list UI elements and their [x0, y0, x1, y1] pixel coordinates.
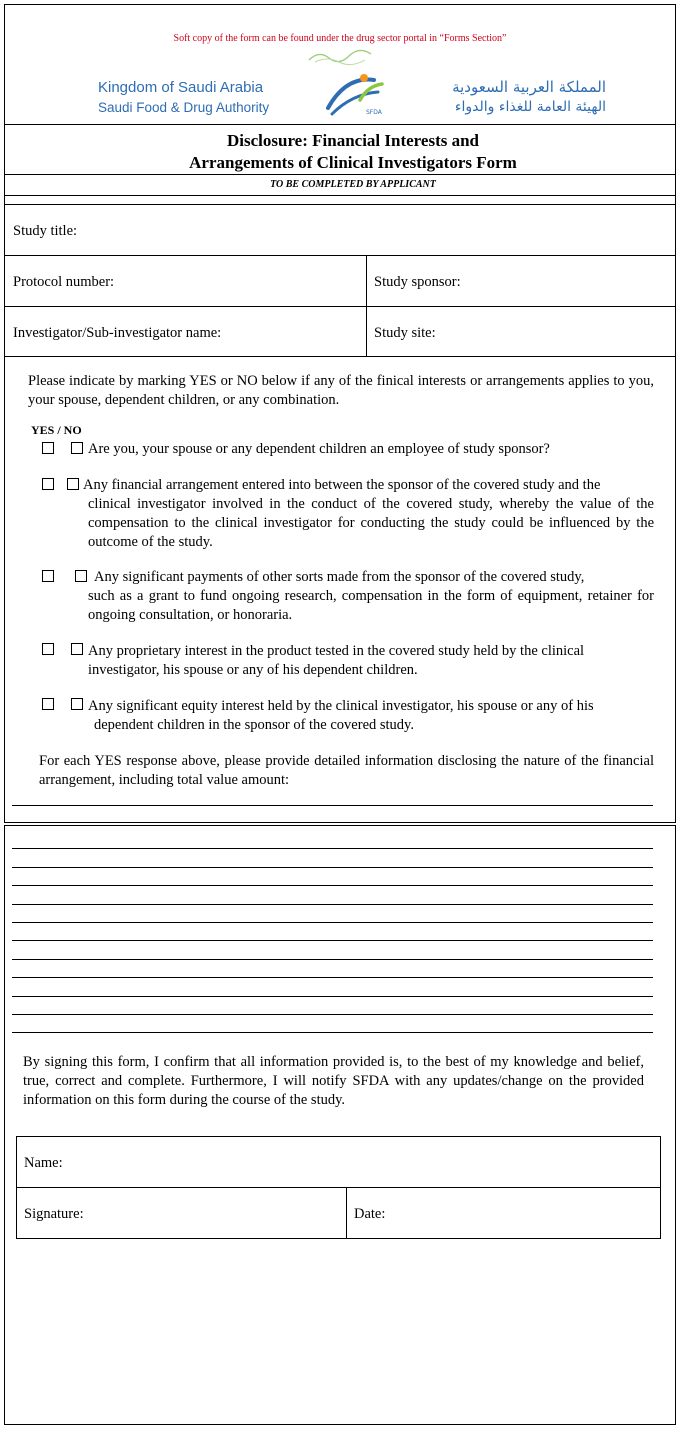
logo-english-line2: Saudi Food & Drug Authority — [98, 100, 270, 115]
details-answer-line[interactable] — [12, 922, 653, 923]
instructions-text: Please indicate by marking YES or NO below if any of the finical interests or arrangements applies to you, your spouse, dependent children, or any combination. — [28, 373, 654, 408]
q2-text-first-line: Any financial arrangement entered into between the sponsor of the covered study and the — [83, 477, 601, 493]
soft-copy-notice: Soft copy of the form can be found under the drug sector portal in “Forms Section” — [173, 33, 507, 44]
table-rule — [16, 1187, 661, 1188]
q3-text-rest: such as a grant to fund ongoing research, compensation in the form of equipment, retainer for ongoing consultation, or honoraria. — [88, 588, 654, 623]
table-rule — [346, 1187, 347, 1239]
table-rule — [4, 255, 676, 256]
study-sponsor-field[interactable]: Study sponsor: — [374, 274, 461, 290]
study-title-field[interactable]: Study title: — [13, 223, 78, 239]
q2-yes-checkbox[interactable] — [42, 478, 54, 490]
details-answer-line[interactable] — [12, 1032, 653, 1033]
q5-text-first-line: Any significant equity interest held by the clinical investigator, his spouse or any of his — [88, 698, 594, 714]
details-answer-line[interactable] — [12, 977, 653, 978]
yes-no-header: YES / NO — [31, 423, 82, 437]
details-answer-line[interactable] — [12, 1014, 653, 1015]
q3-yes-checkbox[interactable] — [42, 570, 54, 582]
q1-text: Are you, your spouse or any dependent children an employee of study sponsor? — [88, 441, 550, 457]
details-answer-line[interactable] — [12, 940, 653, 941]
q3-no-checkbox[interactable] — [75, 570, 87, 582]
logo-arabic-line1: المملكة العربية السعودية — [452, 78, 606, 96]
table-rule — [4, 306, 676, 307]
name-field[interactable]: Name: — [24, 1155, 63, 1171]
details-answer-line[interactable] — [12, 867, 653, 868]
q5-no-checkbox[interactable] — [71, 698, 83, 710]
sfda-emblem-icon — [322, 70, 388, 122]
form-title-line2: Arrangements of Clinical Investigators Form — [189, 153, 517, 172]
logo-arabic-line2: الهيئة العامة للغذاء والدواء — [454, 99, 606, 115]
details-prompt: For each YES response above, please provide detailed information disclosing the nature of the financial arrangement, including total value amount: — [39, 753, 654, 788]
details-answer-line[interactable] — [12, 959, 653, 960]
emblem-text: SFDA — [366, 109, 382, 116]
q4-yes-checkbox[interactable] — [42, 643, 54, 655]
calligraphy-icon — [305, 46, 375, 66]
divider — [4, 174, 676, 175]
study-site-field[interactable]: Study site: — [374, 325, 436, 341]
q3-text-first-line: Any significant payments of other sorts made from the sponsor of the covered study, — [94, 569, 585, 585]
q1-yes-checkbox[interactable] — [42, 442, 54, 454]
q5-text-rest: dependent children in the sponsor of the covered study. — [94, 717, 414, 733]
confirmation-statement: By signing this form, I confirm that all information provided is, to the best of my knowledge and belief, true, correct and complete. Furthermore, I will notify SFDA with any updates/change on the provided information on this form during the course of the study. — [23, 1054, 644, 1108]
date-field[interactable]: Date: — [354, 1206, 386, 1222]
details-answer-line[interactable] — [12, 805, 653, 806]
details-answer-line[interactable] — [12, 885, 653, 886]
protocol-number-field[interactable]: Protocol number: — [13, 274, 115, 290]
signature-field[interactable]: Signature: — [24, 1206, 84, 1222]
q5-yes-checkbox[interactable] — [42, 698, 54, 710]
q2-text-rest: clinical investigator involved in the conduct of the covered study, whereby the value of the compensation to the clinical investigator for conducting the study could be influenced by the outcome of the study. — [88, 496, 654, 550]
details-answer-line[interactable] — [12, 848, 653, 849]
form-title-line1: Disclosure: Financial Interests and — [226, 131, 480, 150]
table-rule — [366, 255, 367, 357]
q2-no-checkbox[interactable] — [67, 478, 79, 490]
page-two-frame — [4, 825, 676, 1425]
investigator-name-field[interactable]: Investigator/Sub-investigator name: — [13, 325, 222, 341]
q4-text-first-line: Any proprietary interest in the product tested in the covered study held by the clinical — [88, 643, 585, 659]
logo-english-line1: Kingdom of Saudi Arabia — [98, 79, 264, 96]
details-answer-line[interactable] — [12, 996, 653, 997]
q1-no-checkbox[interactable] — [71, 442, 83, 454]
form-subtitle: TO BE COMPLETED BY APPLICANT — [270, 179, 436, 190]
divider — [4, 195, 676, 196]
q4-text-rest: investigator, his spouse or any of his dependent children. — [88, 662, 418, 678]
divider — [4, 124, 676, 125]
details-answer-line[interactable] — [12, 904, 653, 905]
q4-no-checkbox[interactable] — [71, 643, 83, 655]
